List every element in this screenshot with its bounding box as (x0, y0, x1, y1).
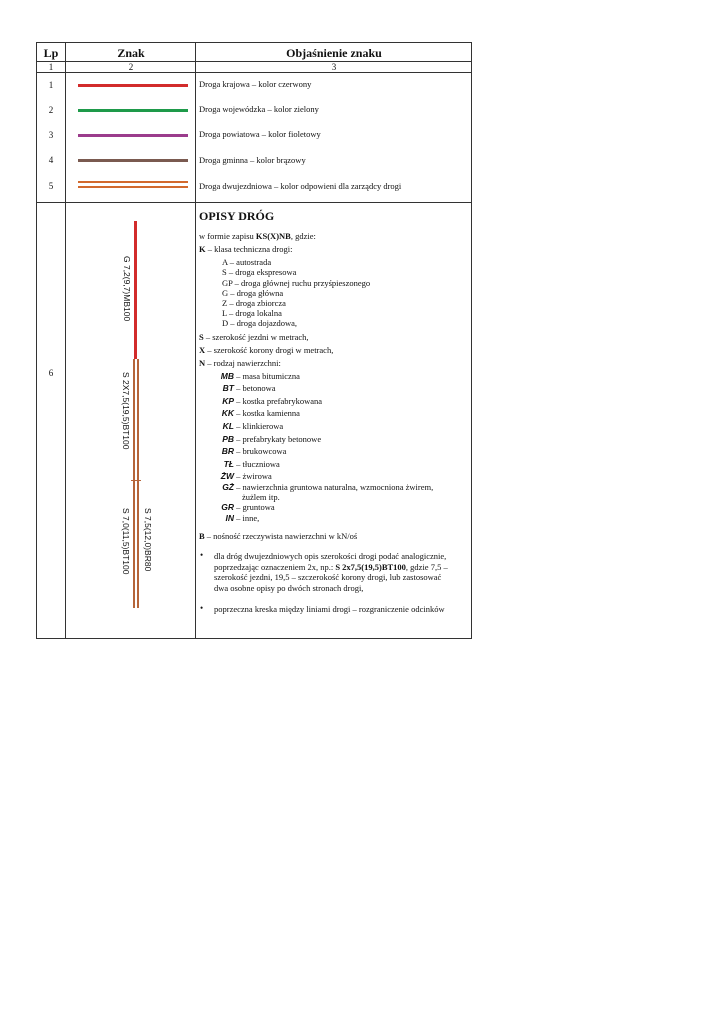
row-divider (36, 72, 472, 73)
intro-line: w formie zapisu KS(X)NB, gdzie: (199, 231, 316, 241)
column-divider (195, 42, 196, 639)
class-item: L – droga lokalna (222, 308, 282, 318)
county-road-line (78, 134, 188, 137)
n-definition: N – rodzaj nawierzchni: (199, 358, 281, 368)
bullet-icon: • (200, 603, 204, 613)
row-number: 5 (48, 181, 54, 191)
header-znak: Znak (117, 46, 145, 60)
surface-item: TŁ – tłuczniowa (223, 459, 280, 469)
single-road-line (134, 221, 137, 359)
note-line: dla dróg dwujezdniowych opis szerokości drogi podać analogicznie, (214, 551, 447, 561)
road-description-label: G 7,2(9,7)MB100 (122, 256, 132, 322)
note-line: dwa osobne opisy po dwóch stronach drogi, (214, 583, 364, 593)
row-divider (36, 202, 472, 203)
b-definition: B – nośność rzeczywista nawierzchni w kN/oś (199, 531, 358, 541)
class-item: D – droga dojazdowa, (222, 318, 298, 328)
class-item: S – droga ekspresowa (222, 267, 297, 277)
surface-item: MB – masa bitumiczna (220, 371, 300, 381)
x-definition: X – szerokość korony drogi w metrach, (199, 345, 334, 355)
row-number: 1 (48, 80, 54, 90)
surface-item: ŻW – żwirowa (220, 471, 272, 481)
surface-item: BR – brukowcowa (221, 446, 287, 456)
header-objasnienie: Objaśnienie znaku (286, 46, 382, 60)
surface-item: IN – inne, (225, 513, 260, 523)
surface-item: KP – kostka prefabrykowana (222, 396, 323, 406)
row-number: 3 (48, 130, 54, 140)
row-description: Droga wojewódzka – kolor zielony (199, 104, 319, 114)
surface-item-continuation: żużlem itp. (242, 492, 280, 502)
row-number: 2 (48, 105, 54, 115)
class-item: GP – droga głównej ruchu przyśpieszonego (222, 278, 371, 288)
surface-item: KK – kostka kamienna (221, 408, 300, 418)
road-description-label: S 7,5(12,0)BR80 (143, 508, 153, 572)
road-description-label: S 7,0(11,5)BT100 (121, 508, 131, 575)
section-divider-tick (131, 480, 141, 481)
column-number: 1 (48, 62, 54, 72)
surface-item: PB – prefabrykaty betonowe (222, 434, 322, 444)
row-number: 4 (48, 155, 54, 165)
dual-road-line-right (137, 359, 139, 608)
surface-item: GR – gruntowa (221, 502, 275, 512)
note-line: szerokość jezdni, 19,5 – szczerokość korony drogi, lub zastosować (214, 572, 442, 582)
municipal-road-line (78, 159, 188, 162)
row-description: Droga krajowa – kolor czerwony (199, 79, 312, 89)
note-line: poprzedzając oznaczeniem 2x, np.: S 2x7,5(19,5)BT100, gdzie 7,5 – (214, 562, 448, 572)
surface-item: GŻ – nawierzchnia gruntowa naturalna, wzmocniona żwirem, (222, 482, 434, 492)
k-definition: K – klasa techniczna drogi: (199, 244, 293, 254)
class-item: A – autostrada (222, 257, 272, 267)
column-number: 2 (128, 62, 134, 72)
dual-road-line-bottom (78, 186, 188, 188)
s-definition: S – szerokość jezdni w metrach, (199, 332, 309, 342)
note-line: poprzeczna kreska między liniami drogi – rozgraniczenie odcinków (214, 604, 445, 614)
class-item: G – droga główna (222, 288, 284, 298)
surface-item: BT – betonowa (222, 383, 276, 393)
bullet-icon: • (200, 550, 204, 560)
row-description: Droga powiatowa – kolor fioletowy (199, 129, 321, 139)
class-item: Z – droga zbiorcza (222, 298, 286, 308)
row-description: Droga gminna – kolor brązowy (199, 155, 306, 165)
section-title: OPISY DRÓG (199, 209, 275, 223)
row-number: 6 (48, 368, 54, 378)
road-description-label: S 2X7,5(19,5)BT100 (121, 372, 131, 450)
column-number: 3 (331, 62, 337, 72)
dual-road-line-top (78, 181, 188, 183)
voivodeship-road-line (78, 109, 188, 112)
surface-item: KL – klinkierowa (222, 421, 284, 431)
dual-road-line-left (133, 359, 135, 608)
row-description: Droga dwujezdniowa – kolor odpowieni dla zarządcy drogi (199, 181, 402, 191)
header-lp: Lp (43, 46, 59, 60)
national-road-line (78, 84, 188, 87)
